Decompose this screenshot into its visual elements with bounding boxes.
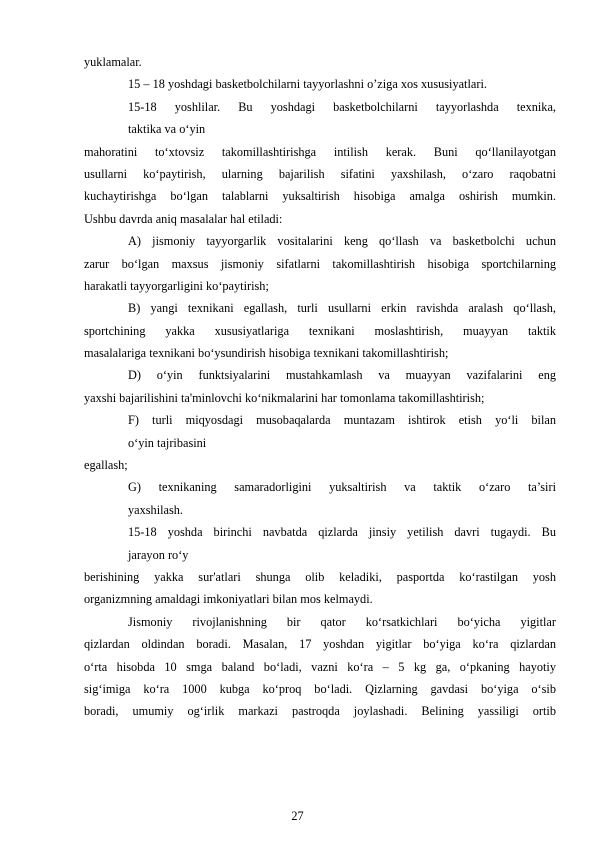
text-line: 15-18 yoshda birinchi navbatda qizlarda jinsiy yetilish davri tugaydi. Bu — [128, 525, 556, 540]
text-line: berishining yakka sur'atlari shunga olib keladiki, pasportda ko‘rastilgan yosh — [84, 569, 556, 584]
text-line: taktika va o‘yin — [128, 122, 206, 137]
text-line: jarayon ro‘y — [128, 547, 189, 562]
text-line: yuklamalar. — [84, 55, 142, 69]
text-line: usullarni ko‘paytirish, ularning bajarilish sifatini yaxshilash, o‘zaro raqobatni — [84, 166, 556, 181]
text-line: kuchaytirishga bo‘lgan talablarni yuksaltirish hisobiga amalga oshirish mumkin. — [84, 189, 556, 204]
text-line: yaxshi bajarilishini ta'minlovchi ko‘nikmalarini har tomonlama takomillashtirish; — [84, 390, 485, 405]
text-line: zarur bo‘lgan maxsus jismoniy sifatlarni takomillashtirish hisobiga sportchilarning — [84, 256, 556, 271]
text-line: masalalariga texnikani bo‘ysundirish hisobiga texnikani takomillashtirish; — [84, 346, 449, 361]
text-line: boradi, umumiy og‘irlik markazi pastroqda joylashadi. Belining yassiligi ortib — [84, 704, 556, 719]
text-line: harakatli tayyorgarligini ko‘paytirish; — [84, 278, 269, 293]
text-line: o‘yin tajribasini — [128, 435, 207, 450]
text-line: B) yangi texnikani egallash, turli usullarni erkin ravishda aralash qo‘llash, — [128, 301, 556, 316]
text-line: sportchining yakka xususiyatlariga texnikani moslashtirish, muayyan taktik — [84, 323, 556, 338]
text-line: sig‘imiga ko‘ra 1000 kubga ko‘proq bo‘ladi. Qizlarning gavdasi bo‘yiga o‘sib — [84, 681, 556, 696]
text-line: 15 – 18 yoshdagi basketbolchilarni tayyorlashni o’ziga xos xususiyatlari. — [128, 77, 487, 92]
text-line: o‘rta hisobda 10 smga baland bo‘ladi, vazni ko‘ra – 5 kg ga, o‘pkaning hayotiy — [84, 659, 556, 674]
text-line: yaxshilash. — [128, 502, 183, 517]
text-line: egallash; — [84, 458, 128, 473]
text-line: F) turli miqyosdagi musobaqalarda muntazam ishtirok etish yo‘li bilan — [128, 413, 556, 428]
body-text — [84, 51, 556, 723]
text-line: Ushbu davrda aniq masalalar hal etiladi: — [84, 211, 283, 226]
text-line: Jismoniy rivojlanishning bir qator ko‘rsatkichlari bo‘yicha yigitlar — [128, 614, 556, 629]
text-line: G) texnikaning samaradorligini yuksaltirish va taktik o‘zaro ta’siri — [128, 480, 556, 495]
text-line: organizmning amaldagi imkoniyatlari bilan mos kelmaydi. — [84, 592, 373, 607]
text-line: D) o‘yin funktsiyalarini mustahkamlash va muayyan vazifalarini eng — [128, 368, 556, 383]
page-number: 27 — [291, 809, 304, 823]
text-line: 15-18 yoshlilar. Bu yoshdagi basketbolchilarni tayyorlashda texnika, — [128, 99, 556, 114]
text-line: A) jismoniy tayyorgarlik vositalarini keng qo‘llash va basketbolchi uchun — [128, 234, 556, 249]
text-line: qizlardan oldindan boradi. Masalan, 17 yoshdan yigitlar bo‘yiga ko‘ra qizlardan — [84, 637, 556, 652]
text-line: mahoratini to‘xtovsiz takomillashtirishga intilish kerak. Buni qo‘llanilayotgan — [84, 144, 556, 159]
